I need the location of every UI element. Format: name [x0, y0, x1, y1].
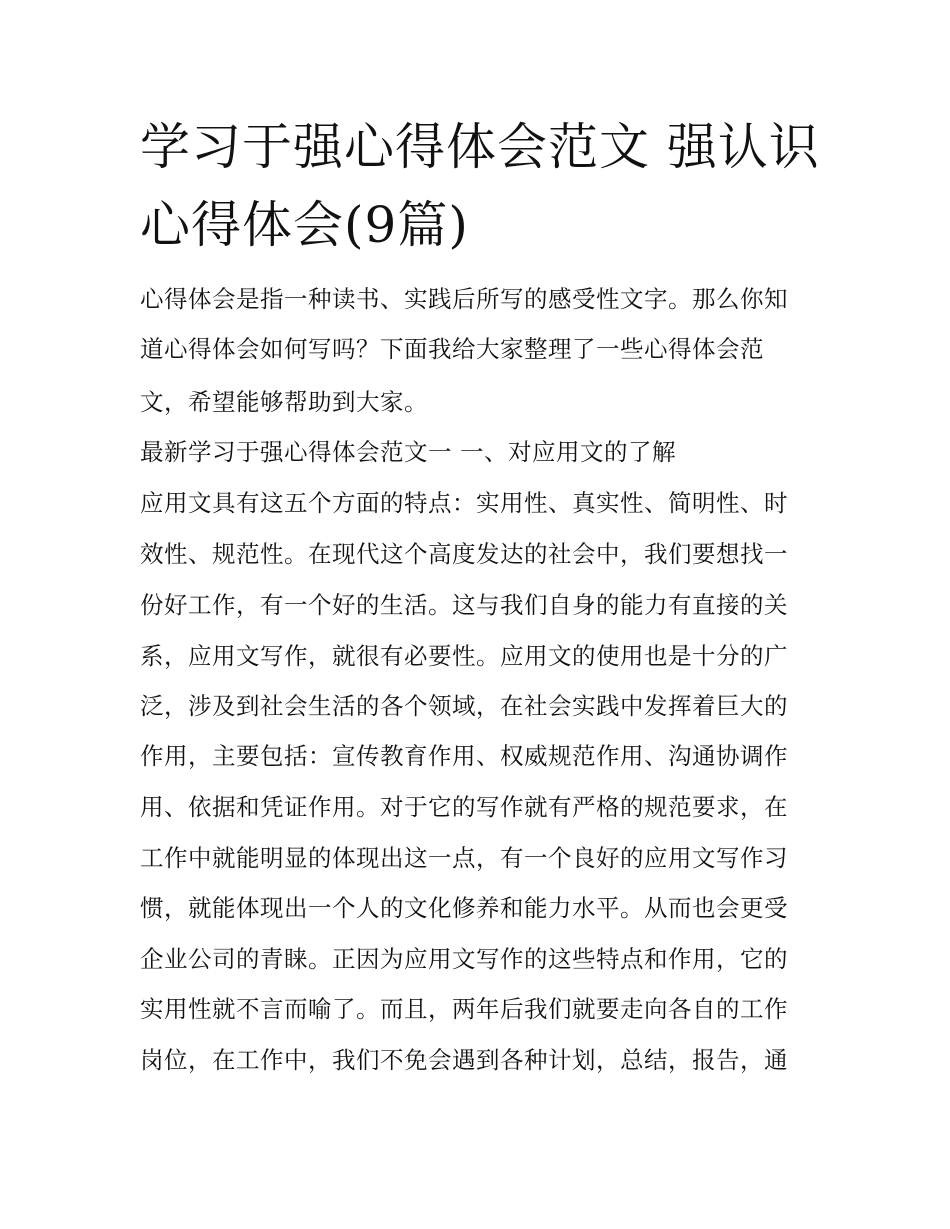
intro-line: 道心得体会如何写吗？下面我给大家整理了一些心得体会范: [140, 335, 764, 363]
intro-line: 文，希望能够帮助到大家。: [140, 388, 428, 416]
body-line: 惯，就能体现出一个人的文化修养和能力水平。从而也会更受: [140, 894, 788, 922]
body-line: 工作中就能明显的体现出这一点，有一个良好的应用文写作习: [140, 844, 788, 872]
body-line: 实用性就不言而喻了。而且，两年后我们就要走向各自的工作: [140, 995, 788, 1023]
body-line: 效性、规范性。在现代这个高度发达的社会中，我们要想找一: [140, 540, 788, 568]
body-line: 份好工作，有一个好的生活。这与我们自身的能力有直接的关: [140, 591, 788, 619]
body-line: 作用，主要包括：宣传教育作用、权威规范作用、沟通协调作: [140, 742, 788, 770]
body-line: 系，应用文写作，就很有必要性。应用文的使用也是十分的广: [140, 642, 788, 670]
document-title-line-1: 学习于强心得体会范文 强认识: [140, 118, 820, 176]
intro-line: 心得体会是指一种读书、实践后所写的感受性文字。那么你知: [140, 285, 788, 313]
body-line: 岗位，在工作中，我们不免会遇到各种计划，总结，报告，通: [140, 1046, 788, 1074]
document-title-line-2: 心得体会(9篇): [140, 196, 469, 254]
body-line: 用、依据和凭证作用。对于它的写作就有严格的规范要求，在: [140, 793, 788, 821]
section-heading: 最新学习于强心得体会范文一 一、对应用文的了解: [140, 438, 676, 466]
body-line: 应用文具有这五个方面的特点：实用性、真实性、简明性、时: [140, 489, 788, 517]
body-line: 泛，涉及到社会生活的各个领域，在社会实践中发挥着巨大的: [140, 692, 788, 720]
body-line: 企业公司的青睐。正因为应用文写作的这些特点和作用，它的: [140, 945, 788, 973]
